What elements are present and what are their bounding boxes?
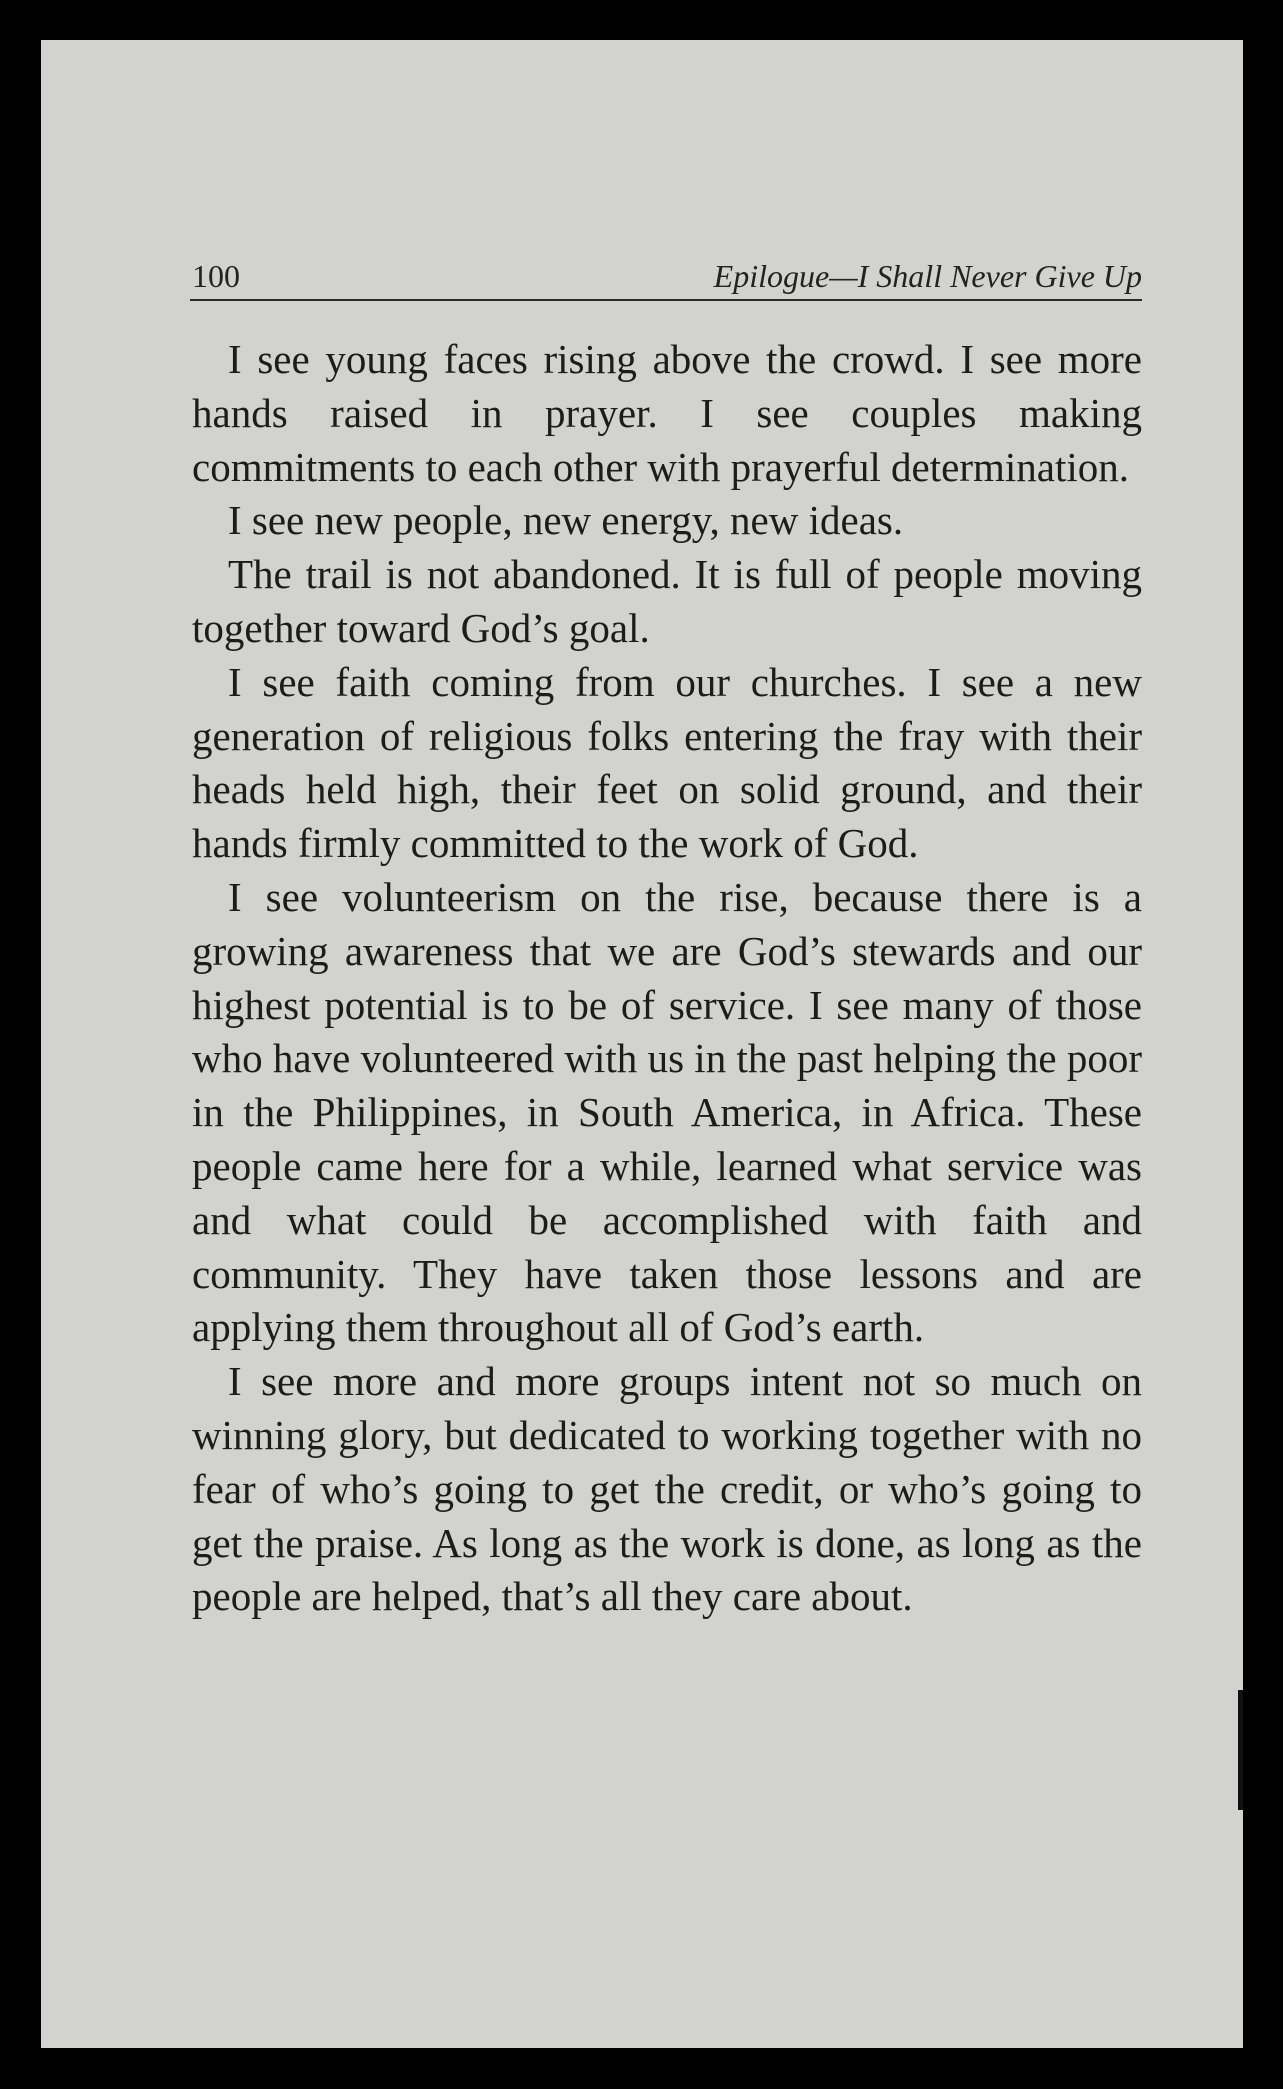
paragraph: The trail is not abandoned. It is full of people moving together toward God’s goal.	[192, 551, 1142, 651]
paragraph: I see young faces rising above the crowd. I see more hands raised in prayer. I see couples making commitments to each other with prayerful determination.	[192, 336, 1142, 490]
paragraph: I see more and more groups intent not so much on winning glory, but dedicated to working together with no fear of who’s going to get the credit, or who’s going to get the praise. As long as the work is done, as long as the people are helped, that’s all they care about.	[192, 1358, 1142, 1620]
scan-edge-mark	[1238, 1690, 1243, 1810]
paragraph: I see volunteerism on the rise, because there is a growing awareness that we are God’s stewards and our highest potential is to be of service. I see many of those who have volunteered with us in the past helping the poor in the Philippines, in South America, in Africa. These people came here for a while, learned what service was and what could be accomplished with faith and community. They have taken those lessons and are applying them throughout all of God’s earth.	[192, 873, 1142, 1351]
paragraph: I see new people, new energy, new ideas.	[228, 497, 904, 544]
body-text	[192, 333, 1142, 1624]
page-header	[190, 255, 1142, 301]
running-title: Epilogue—I Shall Never Give Up	[713, 258, 1142, 294]
page-number: 100	[192, 258, 240, 294]
paragraph: I see faith coming from our churches. I see a new generation of religious folks entering the fray with their heads held high, their feet on solid ground, and their hands firmly committed to the work of God.	[192, 658, 1142, 867]
